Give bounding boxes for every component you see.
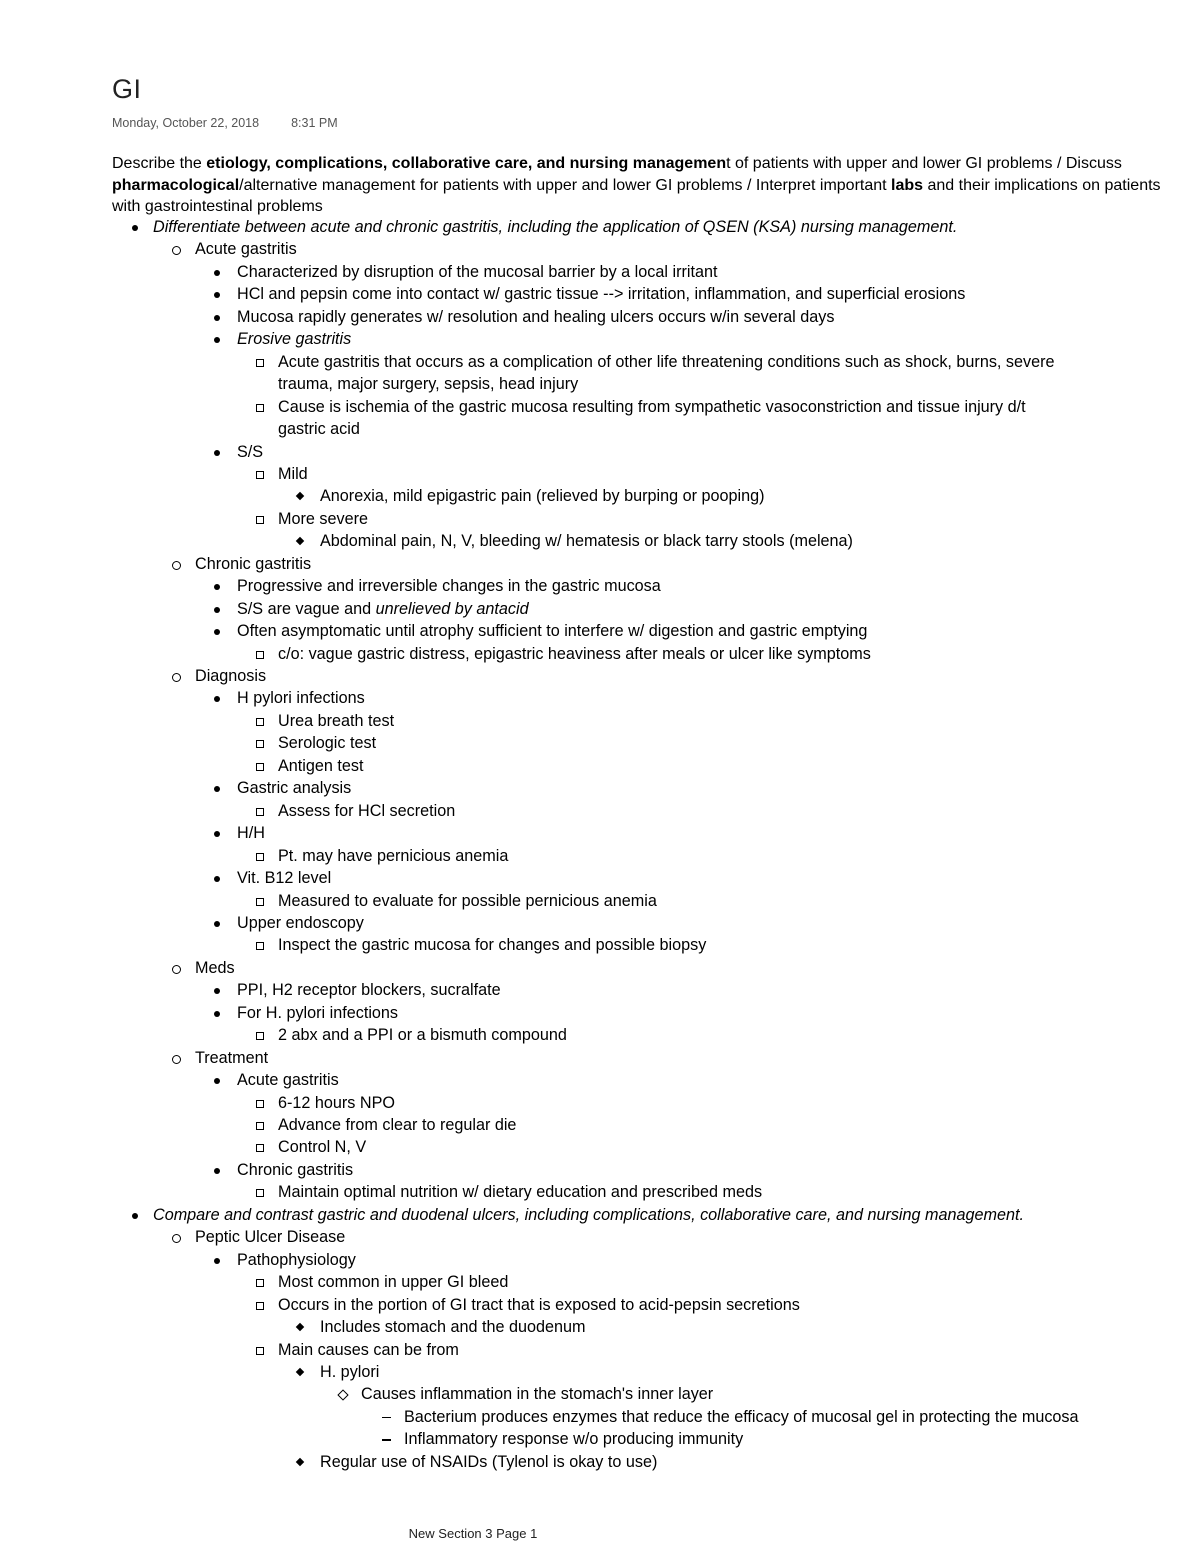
outline-item-text: Peptic Ulcer Disease	[195, 1228, 346, 1247]
bullet-icon	[256, 1347, 264, 1355]
outline-item-text: Characterized by disruption of the mucosal barrier by a local irritant	[237, 262, 718, 281]
bullet-icon	[256, 1144, 264, 1152]
bullet-icon	[172, 1234, 181, 1243]
outline-item	[237, 306, 834, 328]
outline-item	[237, 598, 529, 620]
outline-item-text: Gastric analysis	[237, 779, 352, 798]
outline-item-text: Acute gastritis that occurs as a complication of other life threatening conditions such as shock, burns, severe	[278, 352, 1055, 371]
outline-item-text: Antigen test	[278, 756, 364, 775]
outline-item-text: S/S are vague and	[237, 599, 376, 618]
outline-item-text: Erosive gastritis	[237, 330, 352, 349]
bullet-icon	[382, 1417, 391, 1419]
outline-item-text: Mucosa rapidly generates w/ resolution and healing ulcers occurs w/in several days	[237, 307, 835, 326]
outline-item	[237, 1249, 356, 1271]
outline-item	[278, 710, 394, 732]
outline-item	[278, 1092, 395, 1114]
bullet-icon	[214, 988, 220, 994]
outline-item	[153, 1204, 1024, 1226]
intro-text: /alternative management for patients with upper and lower GI problems / Interpret important	[239, 176, 892, 194]
outline-item	[195, 238, 297, 260]
bullet-icon	[214, 337, 220, 343]
outline-item	[278, 1339, 459, 1361]
outline-item-text: Vit. B12 level	[237, 869, 332, 888]
bullet-icon	[214, 1258, 220, 1264]
bullet-icon	[172, 246, 181, 255]
bullet-icon	[214, 831, 220, 837]
outline-item-text: HCl and pepsin come into contact w/ gastric tissue --> irritation, inflammation, and superficial erosions	[237, 285, 966, 304]
bullet-icon	[256, 1122, 264, 1130]
outline-item-text: Serologic test	[278, 734, 377, 753]
bullet-icon	[296, 537, 304, 545]
bullet-icon	[337, 1390, 348, 1401]
outline-item	[237, 575, 661, 597]
outline-item-text: Compare and contrast gastric and duodenal ulcers, including complications, collaborative care, and nursing management.	[153, 1205, 1025, 1224]
outline-item	[237, 283, 965, 305]
outline-item-text: Chronic gastritis	[195, 554, 312, 573]
outline-item-text: Most common in upper GI bleed	[278, 1273, 509, 1292]
outline-item	[237, 1069, 339, 1091]
outline-item	[320, 1451, 657, 1473]
outline-item	[195, 553, 311, 575]
outline-item-text: 2 abx and a PPI or a bismuth compound	[278, 1026, 567, 1045]
bullet-icon	[172, 673, 181, 682]
outline-item	[195, 1226, 345, 1248]
outline-item-text: Mild	[278, 464, 308, 483]
outline-item	[237, 867, 331, 889]
bullet-icon	[172, 1055, 181, 1064]
outline-item	[278, 1136, 366, 1158]
bullet-icon	[214, 1168, 220, 1174]
outline-item	[195, 957, 235, 979]
outline-item	[237, 261, 717, 283]
bullet-icon	[256, 763, 264, 771]
bullet-icon	[256, 740, 264, 748]
intro-bold: labs	[891, 176, 924, 194]
outline-item-text: Progressive and irreversible changes in the gastric mucosa	[237, 577, 661, 596]
outline-item-text: Inflammatory response w/o producing immunity	[404, 1430, 744, 1449]
bullet-icon	[132, 1213, 138, 1219]
page-footer: New Section 3 Page 1	[408, 1526, 538, 1541]
outline-item	[278, 755, 364, 777]
outline-item	[278, 1181, 762, 1203]
outline-item	[278, 418, 360, 440]
bullet-icon	[256, 471, 264, 479]
bullet-icon	[214, 921, 220, 927]
bullet-icon	[296, 1458, 304, 1466]
outline-item-text: Chronic gastritis	[237, 1160, 354, 1179]
bullet-icon	[214, 629, 220, 635]
bullet-icon	[132, 225, 138, 231]
outline-item-text: Abdominal pain, N, V, bleeding w/ hematesis or black tarry stools (melena)	[320, 532, 853, 551]
outline-item-text: Differentiate between acute and chronic gastritis, including the application of QSEN (KSA) nursing management.	[153, 218, 958, 236]
outline-item	[278, 934, 706, 956]
outline-item-text: Occurs in the portion of GI tract that is exposed to acid-pepsin secretions	[278, 1295, 800, 1314]
outline-item-text: Maintain optimal nutrition w/ dietary education and prescribed meds	[278, 1183, 763, 1202]
outline-item-text: Inspect the gastric mucosa for changes and possible biopsy	[278, 936, 707, 955]
outline-item	[237, 620, 867, 642]
outline-item	[237, 777, 351, 799]
outline-item	[195, 665, 266, 687]
bullet-icon	[256, 1279, 264, 1287]
outline-item-text: Main causes can be from	[278, 1340, 459, 1359]
outline-item	[278, 845, 508, 867]
outline-item	[278, 1114, 516, 1136]
bullet-icon	[256, 898, 264, 906]
outline-item-text: Diagnosis	[195, 667, 267, 685]
outline-item	[278, 1271, 508, 1293]
outline-item-text: H pylori infections	[237, 689, 365, 708]
outline-item	[153, 216, 957, 238]
outline-item	[237, 1159, 353, 1181]
outline-item-emphasis: unrelieved by antacid	[375, 599, 529, 618]
outline-item-text: Pt. may have pernicious anemia	[278, 846, 509, 865]
bullet-icon	[214, 1011, 220, 1017]
intro-text: t of patients with upper and lower GI problems / Discuss	[726, 155, 1122, 172]
outline-item	[278, 396, 1026, 418]
outline-item	[237, 912, 364, 934]
page-time: 8:31 PM	[291, 116, 338, 130]
outline-item	[361, 1383, 713, 1405]
page-date: Monday, October 22, 2018	[112, 116, 260, 130]
bullet-icon	[256, 1302, 264, 1310]
outline-item	[320, 530, 853, 552]
outline-item	[278, 463, 308, 485]
intro-text: Describe the	[112, 155, 207, 172]
bullet-icon	[214, 584, 220, 590]
outline-item-text: More severe	[278, 509, 368, 528]
outline-item-text: Pathophysiology	[237, 1250, 356, 1269]
bullet-icon	[256, 808, 264, 816]
outline-item-text: 6-12 hours NPO	[278, 1093, 395, 1112]
bullet-icon	[214, 450, 220, 456]
outline-item	[278, 373, 578, 395]
outline-item-text: Cause is ischemia of the gastric mucosa resulting from sympathetic vasoconstriction and tissue injury d/t	[278, 397, 1026, 416]
intro-paragraph	[112, 153, 1182, 218]
outline-item-text: Includes stomach and the duodenum	[320, 1318, 586, 1337]
outline-item	[278, 643, 871, 665]
bullet-icon	[214, 1078, 220, 1084]
outline-item	[278, 351, 1055, 373]
outline-item-text: Causes inflammation in the stomach's inner layer	[361, 1385, 714, 1404]
intro-bold: pharmacological	[112, 176, 240, 194]
outline-item-text: PPI, H2 receptor blockers, sucralfate	[237, 981, 501, 1000]
outline-item-text: Measured to evaluate for possible pernicious anemia	[278, 891, 657, 910]
bullet-icon	[256, 516, 264, 524]
bullet-icon	[256, 942, 264, 950]
outline-item-text: Acute gastritis	[237, 1071, 339, 1090]
outline-item	[237, 979, 501, 1001]
outline-item-text: Anorexia, mild epigastric pain (relieved by burping or pooping)	[320, 487, 765, 506]
outline-item-text: Urea breath test	[278, 711, 395, 730]
outline-item-text: trauma, major surgery, sepsis, head injury	[278, 375, 579, 394]
bullet-icon	[296, 1368, 304, 1376]
bullet-icon	[256, 718, 264, 726]
bullet-icon	[214, 315, 220, 321]
outline-item	[404, 1406, 1079, 1428]
intro-text: and their implications on patients with gastrointestinal problems	[112, 176, 1161, 215]
page-meta	[112, 116, 338, 130]
bullet-icon	[256, 853, 264, 861]
outline-item	[278, 890, 657, 912]
outline-item-text: Assess for HCl secretion	[278, 801, 456, 820]
outline-item-text: H/H	[237, 824, 265, 843]
outline-item-text: Often asymptomatic until atrophy sufficient to interfere w/ digestion and gastric emptying	[237, 622, 868, 641]
bullet-icon	[256, 1100, 264, 1108]
outline-item-text: gastric acid	[278, 420, 360, 439]
outline-item-text: Control N, V	[278, 1138, 367, 1157]
outline-item	[278, 732, 376, 754]
outline-item-text: Acute gastritis	[195, 240, 297, 259]
outline-item-text: S/S	[237, 442, 264, 461]
bullet-icon	[214, 786, 220, 792]
outline-item	[278, 800, 455, 822]
bullet-icon	[172, 965, 181, 974]
bullet-icon	[256, 651, 264, 659]
outline-item-text: For H. pylori infections	[237, 1003, 399, 1022]
outline-item	[237, 328, 351, 350]
outline-item-text: Advance from clear to regular die	[278, 1116, 517, 1134]
bullet-icon	[214, 270, 220, 276]
outline-item	[237, 822, 265, 844]
bullet-icon	[214, 607, 220, 613]
outline-item-text: Treatment	[195, 1048, 269, 1067]
outline-item	[320, 1361, 379, 1383]
outline-item	[278, 1024, 567, 1046]
bullet-icon	[256, 1032, 264, 1040]
outline-item	[320, 1316, 585, 1338]
intro-bold: etiology, complications, collaborative care, and nursing managemen	[206, 155, 727, 172]
outline-item	[278, 508, 368, 530]
page-title: GI	[112, 74, 142, 104]
outline-item	[237, 1002, 398, 1024]
outline-item	[237, 441, 263, 463]
outline-item	[320, 485, 765, 507]
outline-item	[195, 1047, 268, 1069]
bullet-icon	[256, 1189, 264, 1197]
bullet-icon	[214, 292, 220, 298]
bullet-icon	[296, 492, 304, 500]
bullet-icon	[256, 359, 264, 367]
outline-item	[237, 687, 365, 709]
bullet-icon	[382, 1439, 391, 1441]
outline-item-text: Regular use of NSAIDs (Tylenol is okay to use)	[320, 1452, 658, 1471]
outline-item-text: Meds	[195, 958, 235, 977]
bullet-icon	[172, 561, 181, 570]
outline-item-text: H. pylori	[320, 1362, 380, 1381]
outline-item	[278, 1294, 800, 1316]
outline-item-text: Bacterium produces enzymes that reduce the efficacy of mucosal gel in protecting the mucosa	[404, 1407, 1079, 1426]
bullet-icon	[256, 404, 264, 412]
bullet-icon	[296, 1323, 304, 1331]
outline-item	[404, 1428, 743, 1450]
bullet-icon	[214, 696, 220, 702]
bullet-icon	[214, 876, 220, 882]
outline-item-text: c/o: vague gastric distress, epigastric heaviness after meals or ulcer like symptoms	[278, 644, 871, 663]
outline-item-text: Upper endoscopy	[237, 913, 364, 932]
